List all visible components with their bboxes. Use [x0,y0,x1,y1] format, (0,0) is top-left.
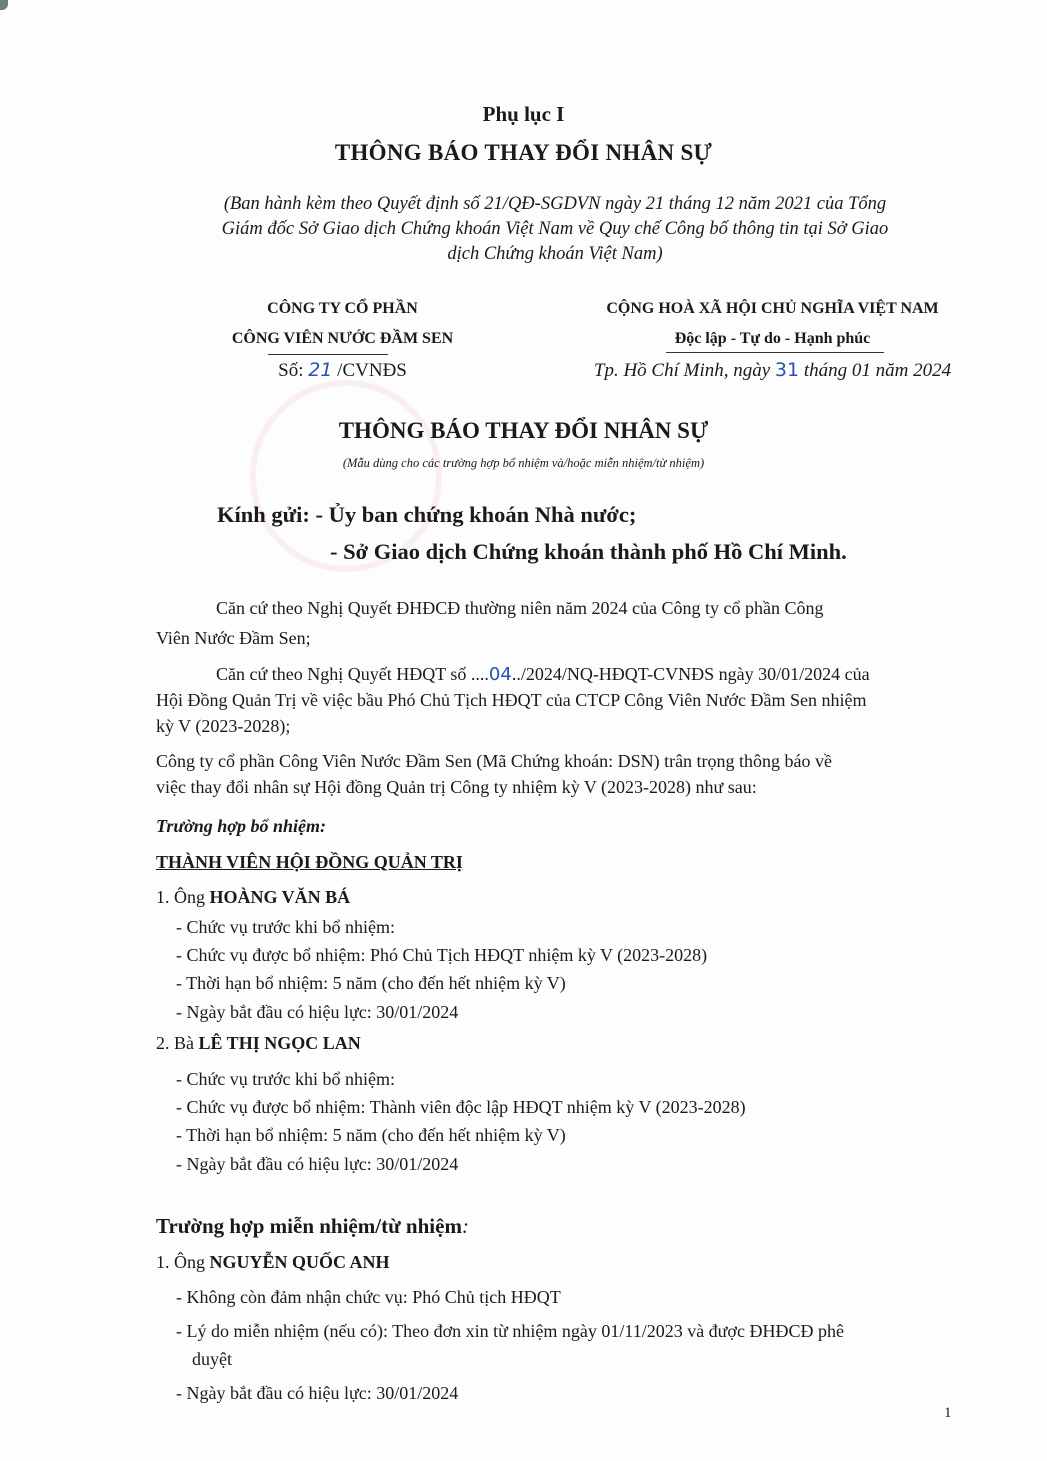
appointee-name: HOÀNG VĂN BÁ [209,887,351,907]
basis-1-line1: Căn cứ theo Nghị Quyết ĐHĐCĐ thường niên năm 2024 của Công ty cổ phần Công [216,598,824,618]
basis-2-line1: Căn cứ theo Nghị Quyết HĐQT số ....04../2024/NQ-HĐQT-CVNĐS ngày 30/01/2024 của [216,664,870,685]
announcement-line2: việc thay đổi nhân sự Hội đồng Quản trị Công ty nhiệm kỳ V (2023-2028) như sau: [156,777,757,797]
recipient: - Ủy ban chứng khoán Nhà nước; [315,502,637,527]
appointee-2: 2. Bà LÊ THỊ NGỌC LAN [156,1033,361,1053]
handwritten-day: 31 [774,359,800,381]
motto-underline [666,352,884,353]
detail: - Thời hạn bổ nhiệm: 5 năm (cho đến hết nhiệm kỳ V) [176,973,566,993]
handwritten-doc-number: 21 [308,359,333,381]
detail: - Chức vụ được bổ nhiệm: Phó Chủ Tịch HĐQT nhiệm kỳ V (2023-2028) [176,945,708,965]
issued-note-line: Giám đốc Sở Giao dịch Chứng khoán Việt Nam về Quy chế Công bố thông tin tại Sở Giao [221,219,889,239]
document-date: Tp. Hồ Chí Minh, ngày 31 tháng 01 năm 2024 [593,359,952,381]
appointments-heading: Trường hợp bổ nhiệm: [156,816,326,836]
detail: - Ngày bắt đầu có hiệu lực: 30/01/2024 [176,1002,459,1022]
main-title: THÔNG BÁO THAY ĐỔI NHÂN SỰ [334,140,713,165]
detail: - Lý do miễn nhiệm (nếu có): Theo đơn xin từ nhiệm ngày 01/11/2023 và được ĐHĐCĐ phê [176,1321,844,1341]
scan-corner-mark [0,0,8,10]
issued-note-line: dịch Chứng khoán Việt Nam) [447,244,663,264]
nation-name: CỘNG HOÀ XÃ HỘI CHỦ NGHĨA VIỆT NAM [606,300,939,317]
recipient-label: Kính gửi: [217,502,310,527]
page-number: 1 [944,1405,952,1421]
dismissed-1: 1. Ông NGUYỄN QUỐC ANH [156,1252,390,1272]
company-underline [268,354,388,355]
announcement-line1: Công ty cổ phần Công Viên Nước Đầm Sen (Mã Chứng khoán: DSN) trân trọng thông báo về [156,751,833,771]
issued-note [160,192,950,267]
appointee-1: 1. Ông HOÀNG VĂN BÁ [156,887,351,907]
motto: Độc lập - Tự do - Hạnh phúc [674,330,871,347]
recipient-line-2: - Sở Giao dịch Chứng khoán thành phố Hồ Chí Minh. [330,539,847,564]
dismissed-name: NGUYỄN QUỐC ANH [209,1252,390,1272]
basis-2-line3: kỳ V (2023-2028); [156,716,291,736]
dismissals-heading: Trường hợp miễn nhiệm/từ nhiệm: [156,1214,469,1238]
document-number: Số: 21 /CVNĐS [278,359,407,381]
basis-2-line2: Hội Đồng Quản Trị về việc bầu Phó Chủ Tịch HĐQT của CTCP Công Viên Nước Đầm Sen nhiệm [156,690,867,710]
basis-1-line2: Viên Nước Đầm Sen; [156,628,311,648]
company-line2: CÔNG VIÊN NƯỚC ĐẦM SEN [231,330,454,347]
detail: - Chức vụ trước khi bổ nhiệm: [176,917,395,937]
detail: - Không còn đảm nhận chức vụ: Phó Chủ tịch HĐQT [176,1287,561,1307]
detail: - Chức vụ được bổ nhiệm: Thành viên độc lập HĐQT nhiệm kỳ V (2023-2028) [176,1097,746,1117]
nation-header [560,294,985,386]
detail: - Thời hạn bổ nhiệm: 5 năm (cho đến hết nhiệm kỳ V) [176,1125,566,1145]
recipient-line-1 [217,502,636,528]
company-header [200,294,485,386]
notice-title: THÔNG BÁO THAY ĐỔI NHÂN SỰ [338,418,709,443]
appointee-name: LÊ THỊ NGỌC LAN [198,1033,361,1053]
notice-subtitle: (Mẫu dùng cho các trường hợp bổ nhiệm và/hoặc miễn nhiệm/từ nhiệm) [342,456,705,470]
detail: duyệt [192,1349,232,1369]
issued-note-line: (Ban hành kèm theo Quyết định số 21/QĐ-SGDVN ngày 21 tháng 12 năm 2021 của Tổng [223,194,887,214]
appendix-title: Phụ lục I [482,102,565,126]
detail: - Chức vụ trước khi bổ nhiệm: [176,1069,395,1089]
detail: - Ngày bắt đầu có hiệu lực: 30/01/2024 [176,1383,459,1403]
detail: - Ngày bắt đầu có hiệu lực: 30/01/2024 [176,1154,459,1174]
company-line1: CÔNG TY CỔ PHẦN [267,300,418,317]
handwritten-resolution-number: 04 [488,664,512,685]
board-members-title: THÀNH VIÊN HỘI ĐỒNG QUẢN TRỊ [156,852,463,872]
